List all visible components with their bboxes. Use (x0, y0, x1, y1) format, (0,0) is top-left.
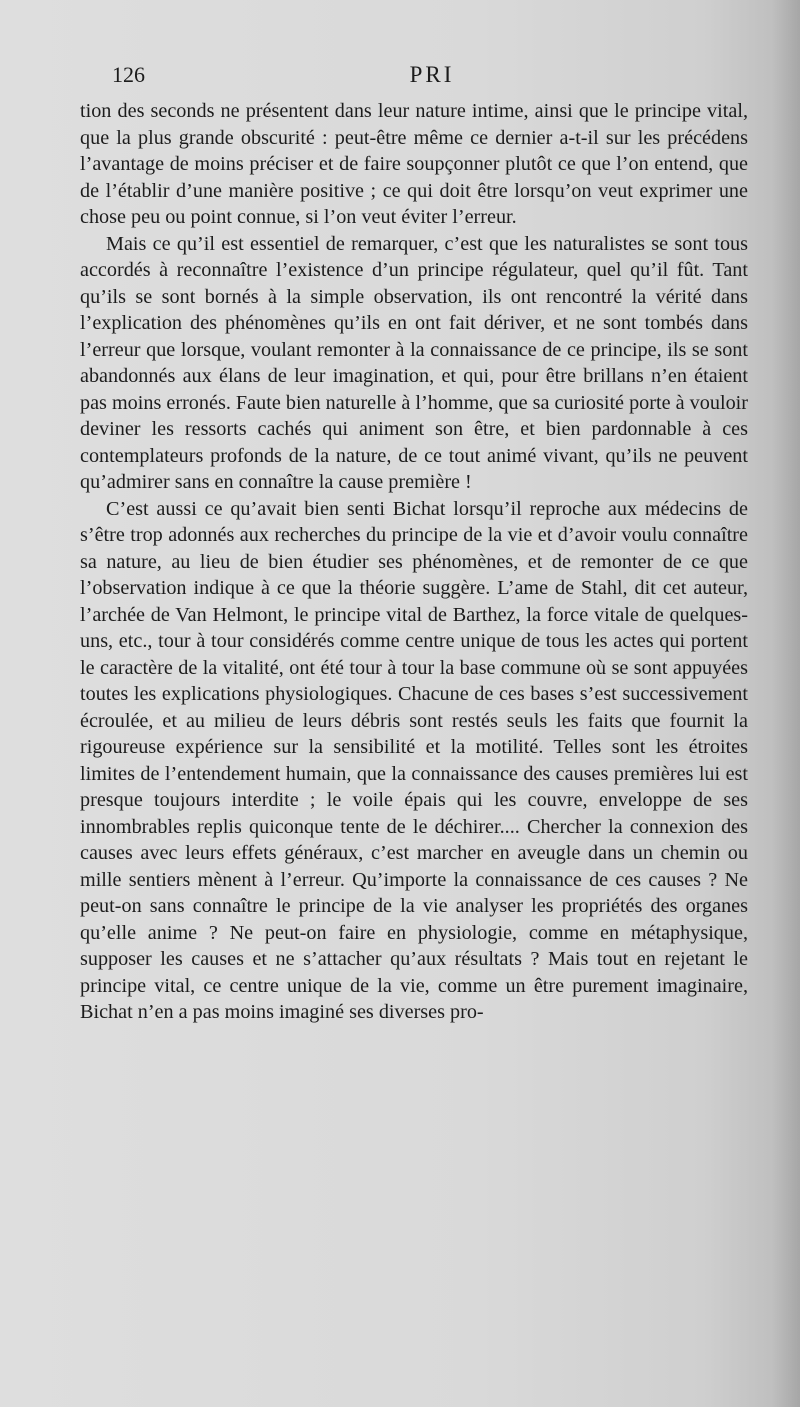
page-number: 126 (112, 62, 145, 87)
paragraph-continuation: tion des seconds ne présentent dans leur nature intime, ainsi que le principe vital, que la plus grande obscurité : peut-être même ce dernier a-t-il sur les précédens l’avantage de moins préciser et de faire soupçonner plutôt ce que l’on entend, que de l’établir d’une manière positive ; ce qui doit être lorsqu’on veut exprimer une chose peu ou point connue, si l’on veut éviter l’erreur. (80, 100, 748, 228)
running-head: PRI (409, 62, 455, 87)
page-edge-shadow (772, 0, 800, 1407)
paragraph: C’est aussi ce qu’avait bien senti Bichat lorsqu’il reproche aux médecins de s’être trop adonnés aux recherches du principe de la vie et d’avoir voulu connaître sa nature, au lieu de bien étudier ses phénomènes, et de remonter de ce que l’observation indique à ce que la théorie suggère. L’ame de Stahl, dit cet auteur, l’archée de Van Helmont, le principe vital de Barthez, la force vitale de quelques-uns, etc., tour à tour considérés comme centre unique de tous les actes qui portent le caractère de la vitalité, ont été tour à tour la base commune où se sont appuyées toutes les explications physiologiques. Chacune de ces bases s’est successivement écroulée, et au milieu de leurs débris sont restés seuls les faits que fournit la rigoureuse expérience sur la sensibilité et la motilité. Telles sont les étroites limites de l’entendement humain, que la connaissance des causes premières lui est presque toujours interdite ; le voile épais qui les couvre, enveloppe de ses innombrables replis quiconque tente de le déchirer.... Chercher la connexion des causes avec leurs effets généraux, c’est marcher en aveugle dans un chemin ou mille sentiers mènent à l’erreur. Qu’importe la connaissance de ces causes ? Ne peut-on sans connaître le principe de la vie analyser les propriétés des organes qu’elle anime ? Ne peut-on faire en physiologie, comme en métaphysique, supposer les causes et ne s’attacher qu’aux résultats ? Mais tout en rejetant le principe vital, ce centre unique de la vie, comme un être purement imaginaire, Bichat n’en a pas moins imaginé ses diverses pro- (80, 497, 748, 1023)
page-header (112, 62, 752, 94)
body-text (80, 98, 748, 1026)
paragraph: Mais ce qu’il est essentiel de remarquer, c’est que les naturalistes se sont tous accordés à reconnaître l’existence d’un principe régulateur, quel qu’il fût. Tant qu’ils se sont bornés à la simple observation, ils ont rencontré la vérité dans l’explication des phénomènes qu’ils en ont fait dériver, et ne sont tombés dans l’erreur que lorsque, voulant remonter à la connaissance de ce principe, ils se sont abandonnés aux élans de leur imagination, et qui, pour être brillans n’en étaient pas moins erronés. Faute bien naturelle à l’homme, que sa curiosité porte à vouloir deviner les ressorts cachés qui animent son être, et bien pardonnable à ces contemplateurs profonds de la nature, de ce tout animé vivant, qu’ils ne peuvent qu’admirer sans en connaître la cause première ! (80, 232, 748, 493)
